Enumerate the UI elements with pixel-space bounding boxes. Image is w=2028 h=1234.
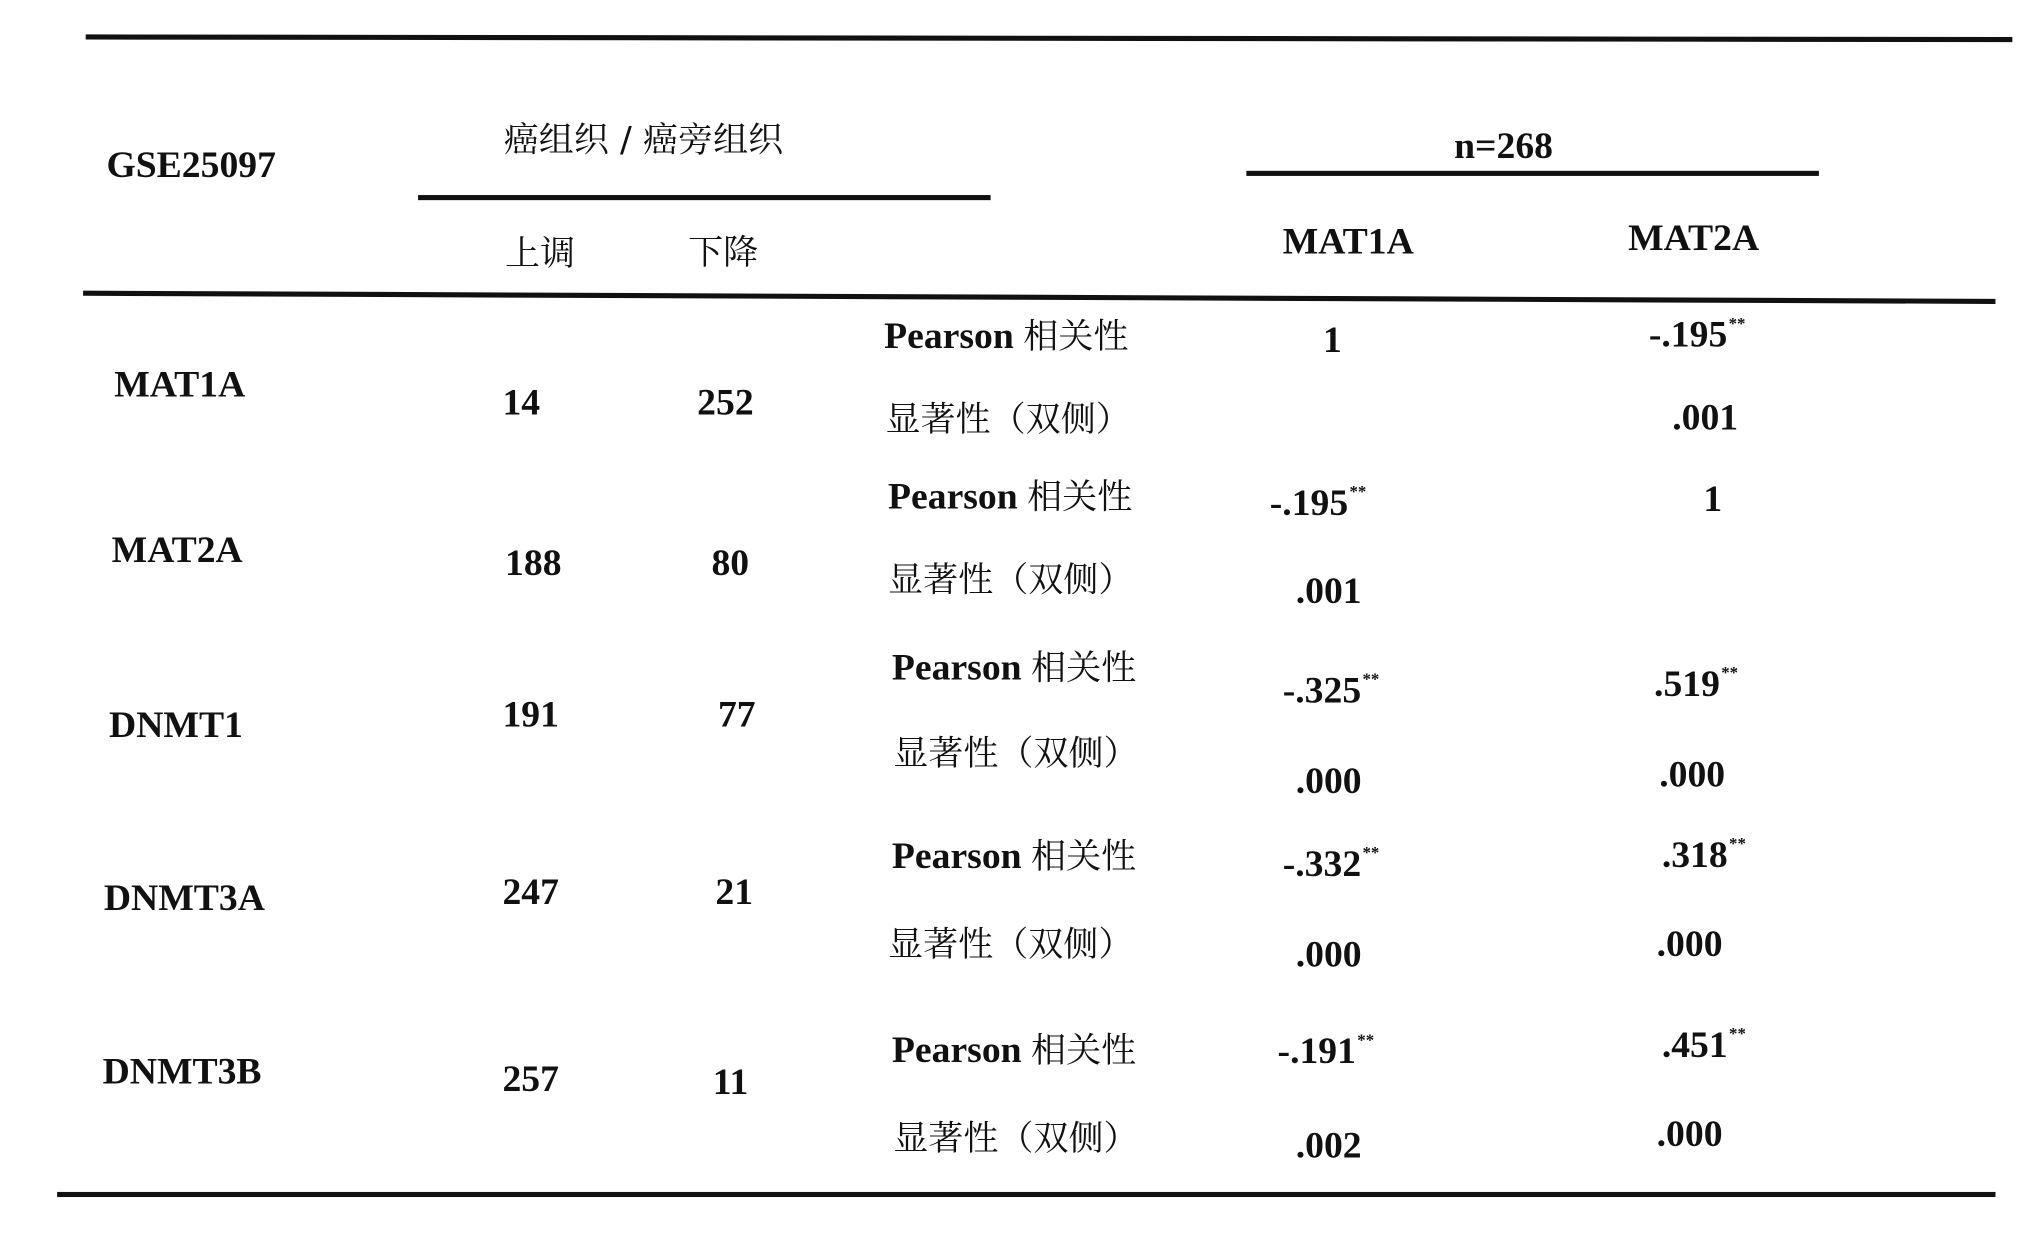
sig-label: 显著性（双侧） <box>888 560 1134 601</box>
pearson-mat2a: .318 <box>1661 834 1728 876</box>
sig-mat1a: .000 <box>1295 761 1362 802</box>
n-header: n=268 <box>1454 126 1553 167</box>
pearson-mat2a: -.195 <box>1648 314 1728 356</box>
pearson-mat1a: -.195 <box>1269 483 1349 524</box>
significance-marker: ** <box>1729 1023 1746 1043</box>
down-count: 21 <box>715 871 754 913</box>
sig-mat1a: .002 <box>1295 1125 1362 1167</box>
sig-mat2a: .000 <box>1656 924 1723 966</box>
sig-label: 显著性（双侧） <box>893 734 1139 774</box>
sig-mat2a: .000 <box>1656 1114 1723 1155</box>
significance-marker: ** <box>1349 481 1367 501</box>
col-header-mat1a: MAT1A <box>1282 221 1414 263</box>
n-header-underline <box>1246 171 1819 176</box>
gene-label: DNMT3A <box>103 878 265 920</box>
pearson-mat2a-value <box>1661 1023 1746 1066</box>
pearson-mat1a-value <box>1277 1030 1375 1073</box>
sig-mat2a: .000 <box>1659 754 1726 796</box>
significance-marker: ** <box>1728 313 1746 333</box>
pearson-word: Pearson <box>884 316 1024 357</box>
sig-label: 显著性（双侧） <box>885 400 1131 440</box>
pearson-label <box>891 647 1137 689</box>
sig-mat1a: .001 <box>1295 571 1362 612</box>
pearson-mat2a-value <box>1661 833 1746 876</box>
pearson-mat1a-value <box>1269 481 1367 524</box>
gene-label: DNMT1 <box>109 704 243 746</box>
up-header: 上调 <box>505 234 576 275</box>
group-header: 癌组织 / 癌旁组织 <box>503 121 784 161</box>
up-count: 188 <box>505 543 562 584</box>
pearson-word: Pearson <box>891 836 1032 878</box>
down-count: 80 <box>711 543 750 584</box>
pearson-cjk: 相关性 <box>1031 648 1137 689</box>
gene-label: MAT2A <box>111 530 243 572</box>
pearson-mat1a: -.332 <box>1282 843 1362 885</box>
pearson-mat1a-value <box>1282 842 1380 885</box>
pearson-word: Pearson <box>891 1030 1032 1071</box>
top-rule <box>86 34 2013 42</box>
up-count: 191 <box>502 694 559 736</box>
significance-marker: ** <box>1362 669 1380 689</box>
pearson-word: Pearson <box>888 476 1028 518</box>
pearson-label <box>891 1030 1137 1071</box>
significance-marker: ** <box>1362 842 1380 862</box>
up-count: 14 <box>502 382 541 424</box>
sig-mat1a: .000 <box>1295 934 1362 976</box>
pearson-word: Pearson <box>891 647 1032 689</box>
significance-marker: ** <box>1729 833 1746 853</box>
pearson-mat1a: 1 <box>1322 319 1342 361</box>
sig-label: 显著性（双侧） <box>888 925 1134 966</box>
significance-marker: ** <box>1721 662 1739 683</box>
down-count: 77 <box>717 694 756 736</box>
down-header: 下降 <box>688 233 759 273</box>
header-bottom-rule <box>83 291 1995 304</box>
pearson-cjk: 相关性 <box>1031 1031 1137 1071</box>
significance-marker: ** <box>1357 1030 1375 1050</box>
up-count: 257 <box>502 1059 559 1101</box>
pearson-mat2a: .519 <box>1654 664 1720 705</box>
pearson-mat1a-value <box>1282 669 1380 712</box>
bottom-rule <box>57 1192 1995 1197</box>
pearson-label <box>884 316 1129 357</box>
pearson-mat2a: 1 <box>1703 479 1723 521</box>
gene-label: DNMT3B <box>102 1051 262 1093</box>
sig-label: 显著性（双侧） <box>893 1119 1139 1159</box>
pearson-cjk: 相关性 <box>1027 478 1133 518</box>
pearson-cjk: 相关性 <box>1031 837 1137 878</box>
pearson-label <box>891 836 1137 878</box>
dataset-label: GSE25097 <box>106 145 276 187</box>
sig-mat2a: .001 <box>1672 397 1739 439</box>
pearson-cjk: 相关性 <box>1023 317 1129 357</box>
gene-label: MAT1A <box>114 364 246 406</box>
pearson-mat2a: .451 <box>1661 1024 1728 1066</box>
group-header-underline <box>418 195 991 200</box>
pearson-mat1a: -.191 <box>1277 1031 1356 1073</box>
pearson-mat2a-value <box>1648 313 1746 356</box>
pearson-mat1a: -.325 <box>1282 670 1362 712</box>
up-count: 247 <box>502 871 559 913</box>
down-count: 252 <box>697 382 754 424</box>
pearson-label <box>888 476 1133 518</box>
pearson-mat2a-value <box>1654 662 1739 705</box>
down-count: 11 <box>712 1061 749 1103</box>
col-header-mat2a: MAT2A <box>1628 217 1760 259</box>
